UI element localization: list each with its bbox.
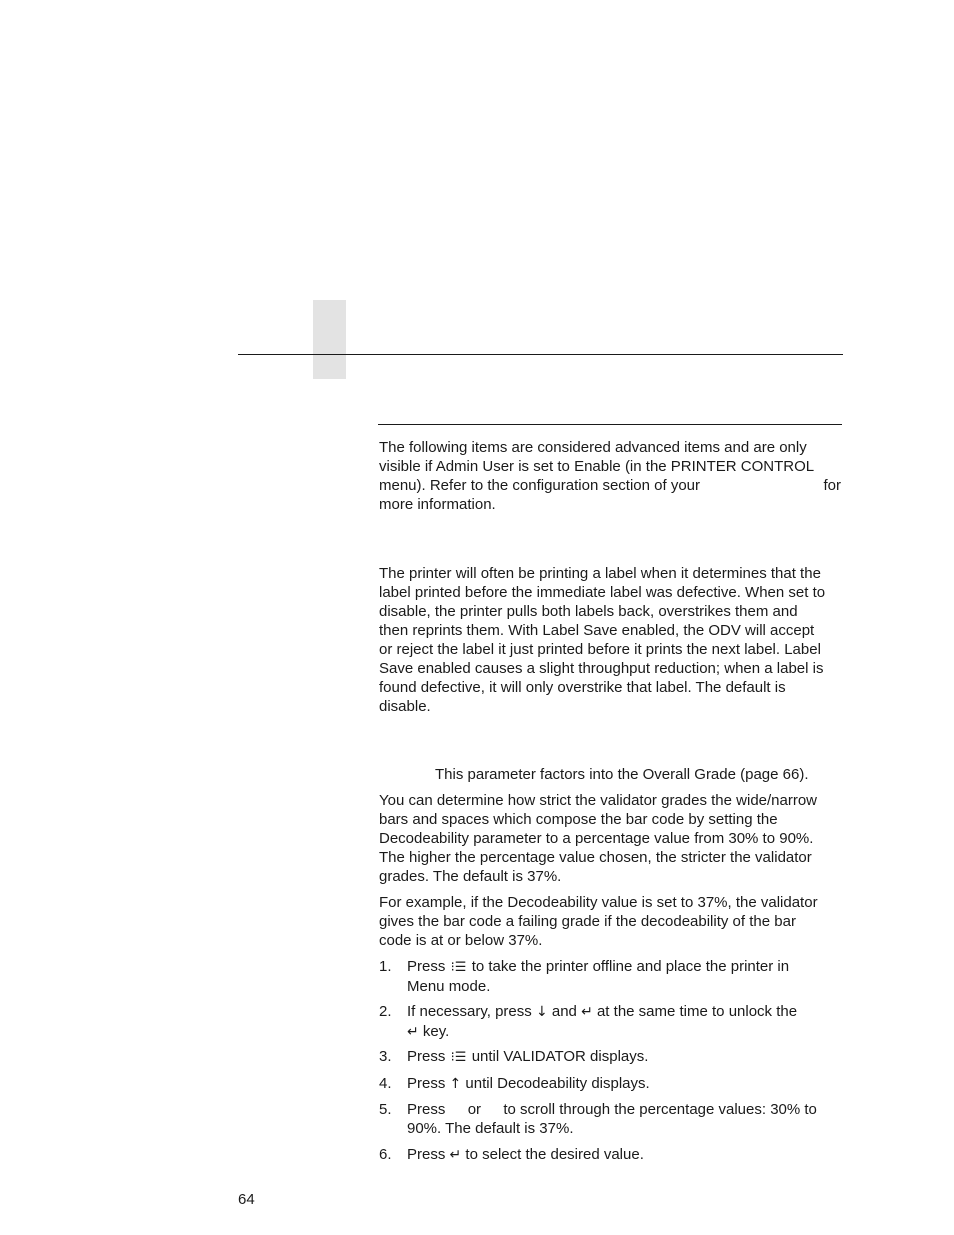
paragraph-line: found defective, it will only overstrike that label. The default is — [379, 679, 786, 696]
intro-paragraph — [379, 438, 841, 514]
intro-line: menu). Refer to the configuration section of your for — [379, 477, 841, 494]
paragraph-line: The higher the percentage value chosen, the stricter the validator — [379, 849, 812, 866]
intro-line: The following items are considered advanced items and are only — [379, 439, 807, 456]
down-arrow-key-icon: ↓ — [535, 1004, 548, 1020]
label-save-paragraph — [379, 564, 841, 716]
paragraph-line: Decodeability parameter to a percentage value from 30% to 90%. — [379, 830, 814, 847]
enter-key-icon: ↵ — [449, 1147, 462, 1163]
enter-key-icon: ↵ — [407, 1024, 419, 1040]
note-text: This parameter factors into the Overall Grade (page 66). — [435, 766, 809, 783]
step-4: 4. Press ↑ until Decodeability displays. — [379, 1075, 650, 1092]
step-6: 6. Press ↵ to select the desired value. — [379, 1146, 644, 1163]
enter-key-icon: ↵ — [581, 1004, 593, 1020]
chapter-rule — [238, 354, 843, 355]
menu-key-icon: ⁝☰ — [450, 1050, 467, 1065]
decodeability-paragraph — [379, 791, 841, 886]
paragraph-line: grades. The default is 37%. — [379, 868, 562, 885]
step-1: 1. Press ⁝☰ to take the printer offline and place the printer in Menu mode. — [379, 958, 790, 995]
page-number: 64 — [238, 1191, 255, 1208]
step-5: 5. Press or to scroll through the percentage values: 30% to 90%. The default is 37%. — [379, 1101, 817, 1137]
paragraph-line: You can determine how strict the validator grades the wide/narrow — [379, 792, 818, 809]
up-arrow-key-icon: ↑ — [449, 1076, 462, 1092]
chapter-tab — [313, 300, 346, 379]
paragraph-line: then reprints them. With Label Save enabled, the ODV will accept — [379, 622, 815, 639]
menu-key-icon: ⁝☰ — [450, 960, 467, 975]
step-3: 3. Press ⁝☰ until VALIDATOR displays. — [379, 1048, 649, 1065]
example-paragraph — [379, 893, 841, 950]
paragraph-line: disable, the printer pulls both labels back, overstrikes them and — [379, 603, 798, 620]
paragraph-line: bars and spaces which compose the bar code by setting the — [379, 811, 778, 828]
paragraph-line: disable. — [379, 698, 431, 715]
paragraph-line: code is at or below 37%. — [379, 932, 543, 949]
paragraph-line: The printer will often be printing a label when it determines that the — [379, 565, 821, 582]
paragraph-line: Save enabled causes a slight throughput reduction; when a label is — [379, 660, 824, 677]
step-2: 2. If necessary, press ↓ and ↵ at the same time to unlock the ↵ key. — [379, 1003, 798, 1040]
paragraph-line: label printed before the immediate label was defective. When set to — [379, 584, 826, 601]
paragraph-line: For example, if the Decodeability value is set to 37%, the validator — [379, 894, 818, 911]
section-rule — [378, 424, 842, 425]
paragraph-line: or reject the label it just printed before it prints the next label. Label — [379, 641, 821, 658]
intro-line: visible if Admin User is set to Enable (in the PRINTER CONTROL — [379, 458, 815, 475]
paragraph-line: gives the bar code a failing grade if the decodeability of the bar — [379, 913, 796, 930]
intro-line: more information. — [379, 496, 496, 513]
